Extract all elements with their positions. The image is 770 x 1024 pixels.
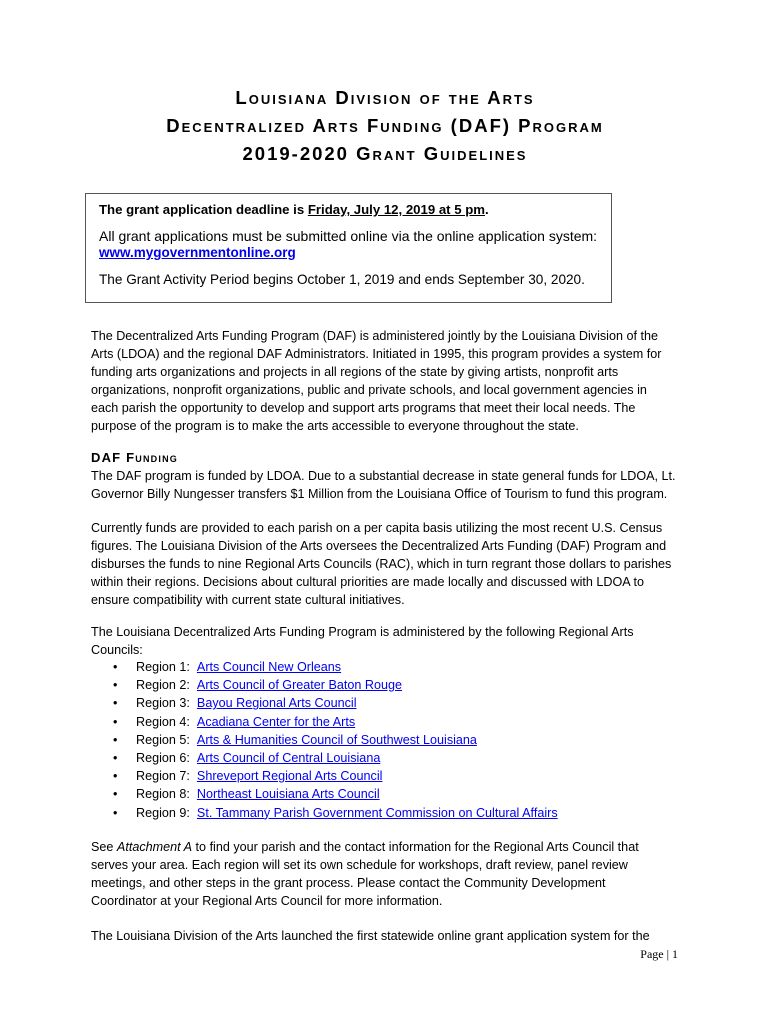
- funding-paragraph-3: [91, 623, 634, 659]
- bullet-icon: •: [113, 696, 118, 711]
- intro-line: organizations, nonprofit organizations, public and private schools, and local government agencies in: [91, 383, 647, 397]
- deadline-prefix: The grant application deadline is: [99, 202, 308, 217]
- funding-line: Governor Billy Nungesser transfers $1 Million from the Louisiana Office of Tourism to fund this program.: [91, 487, 668, 501]
- region-label: Region 5:: [136, 732, 190, 747]
- attachment-prefix: See: [91, 840, 117, 854]
- bullet-icon: •: [113, 751, 118, 766]
- funding-line: The DAF program is funded by LDOA. Due to a substantial decrease in state general funds for LDOA, Lt.: [91, 469, 676, 483]
- bullet-icon: •: [113, 769, 118, 784]
- list-item: [91, 785, 558, 803]
- deadline-suffix: .: [485, 202, 489, 217]
- document-title: [0, 84, 770, 168]
- region-council-link[interactable]: Bayou Regional Arts Council: [196, 696, 357, 711]
- region-council-link[interactable]: Shreveport Regional Arts Council: [196, 769, 383, 784]
- region-label: Region 6:: [136, 751, 190, 766]
- attachment-line: serves your area. Each region will set its own schedule for workshops, draft review, panel review: [91, 858, 628, 872]
- attachment-line: meetings, and other steps in the grant process. Please contact the Community Development: [91, 876, 606, 890]
- title-line-1: Louisiana Division of the Arts: [235, 87, 535, 108]
- region-label: Region 2:: [136, 678, 190, 693]
- deadline-notice-box: [85, 193, 612, 303]
- mygovernmentonline-link[interactable]: www.mygovernmentonline.org: [99, 245, 296, 260]
- list-item: [91, 713, 558, 731]
- region-label: Region 1:: [136, 660, 190, 674]
- title-line-2: Decentralized Arts Funding (DAF) Program: [166, 115, 604, 136]
- bullet-icon: •: [113, 714, 118, 729]
- online-submission-text: All grant applications must be submitted online via the online application system:: [99, 228, 598, 244]
- list-item: [91, 749, 558, 767]
- region-council-link[interactable]: St. Tammany Parish Government Commission on Cultural Affairs: [196, 805, 558, 820]
- region-label: Region 9:: [136, 805, 190, 820]
- last-line: The Louisiana Division of the Arts launched the first statewide online grant application system for the: [91, 929, 650, 943]
- intro-line: funding arts organizations and projects in all regions of the state by giving artists, nonprofit arts: [91, 365, 619, 379]
- bullet-icon: •: [113, 660, 118, 674]
- funding-line: Councils:: [91, 643, 143, 657]
- funding-line: Currently funds are provided to each parish on a per capita basis utilizing the most recent U.S. Census: [91, 521, 663, 535]
- list-item: [91, 676, 558, 694]
- region-council-link[interactable]: Arts Council New Orleans: [196, 660, 342, 674]
- bullet-icon: •: [113, 678, 118, 693]
- bullet-icon: •: [113, 732, 118, 747]
- funding-paragraph-1: [91, 467, 676, 503]
- attachment-a-reference: Attachment A: [116, 840, 193, 854]
- funding-paragraph-2: [91, 519, 671, 609]
- region-label: Region 4:: [136, 714, 190, 729]
- online-system-paragraph: [91, 927, 650, 945]
- region-label: Region 7:: [136, 769, 190, 784]
- attachment-paragraph: [91, 838, 639, 910]
- online-link-line: [99, 245, 598, 260]
- daf-funding-heading: DAF Funding: [91, 450, 178, 465]
- attachment-line-rest: to find your parish and the contact information for the Regional Arts Council that: [192, 840, 639, 854]
- list-item: [91, 694, 558, 712]
- region-council-link[interactable]: Acadiana Center for the Arts: [196, 714, 356, 729]
- bullet-icon: •: [113, 805, 118, 820]
- intro-line: The Decentralized Arts Funding Program (DAF) is administered jointly by the Louisiana Division of the: [91, 329, 658, 343]
- funding-line: figures. The Louisiana Division of the Arts oversees the Decentralized Arts Funding (DAF) Program and: [91, 539, 667, 553]
- funding-line: The Louisiana Decentralized Arts Funding Program is administered by the following Regional Arts: [91, 625, 634, 639]
- intro-line: purpose of the program is to make the arts accessible to everyone throughout the state.: [91, 419, 579, 433]
- attachment-line: Coordinator at your Regional Arts Council for more information.: [91, 894, 443, 908]
- region-label: Region 8:: [136, 787, 190, 802]
- grant-period-text: The Grant Activity Period begins October 1, 2019 and ends September 30, 2020.: [99, 272, 585, 287]
- list-item: [91, 731, 558, 749]
- region-council-link[interactable]: Arts & Humanities Council of Southwest Louisiana: [196, 732, 477, 747]
- region-label: Region 3:: [136, 696, 190, 711]
- funding-line: disburses the funds to nine Regional Arts Councils (RAC), which in turn regrant those dollars to parishes: [91, 557, 672, 571]
- intro-line: Arts (LDOA) and the regional DAF Administrators. Initiated in 1995, this program provides a system for: [91, 347, 662, 361]
- region-council-link[interactable]: Northeast Louisiana Arts Council: [196, 787, 380, 802]
- intro-paragraph: [91, 327, 661, 435]
- region-council-link[interactable]: Arts Council of Greater Baton Rouge: [196, 678, 403, 693]
- region-council-link[interactable]: Arts Council of Central Louisiana: [196, 751, 381, 766]
- attachment-line: [91, 838, 639, 856]
- intro-line: each parish the opportunity to develop and support arts programs that meet their local needs. The: [91, 401, 636, 415]
- list-item: [91, 658, 558, 676]
- funding-line: ensure compatibility with current state cultural initiatives.: [91, 593, 405, 607]
- regional-arts-councils-list: [91, 658, 558, 822]
- deadline-line: [99, 202, 598, 217]
- bullet-icon: •: [113, 787, 118, 802]
- title-line-3: 2019-2020 Grant Guidelines: [242, 143, 528, 164]
- list-item: [91, 804, 558, 822]
- page-number: Page | 1: [640, 947, 678, 961]
- deadline-date: Friday, July 12, 2019 at 5 pm: [307, 202, 485, 217]
- list-item: [91, 767, 558, 785]
- funding-line: within their regions. Decisions about cultural priorities are made locally and discussed with LDOA to: [91, 575, 644, 589]
